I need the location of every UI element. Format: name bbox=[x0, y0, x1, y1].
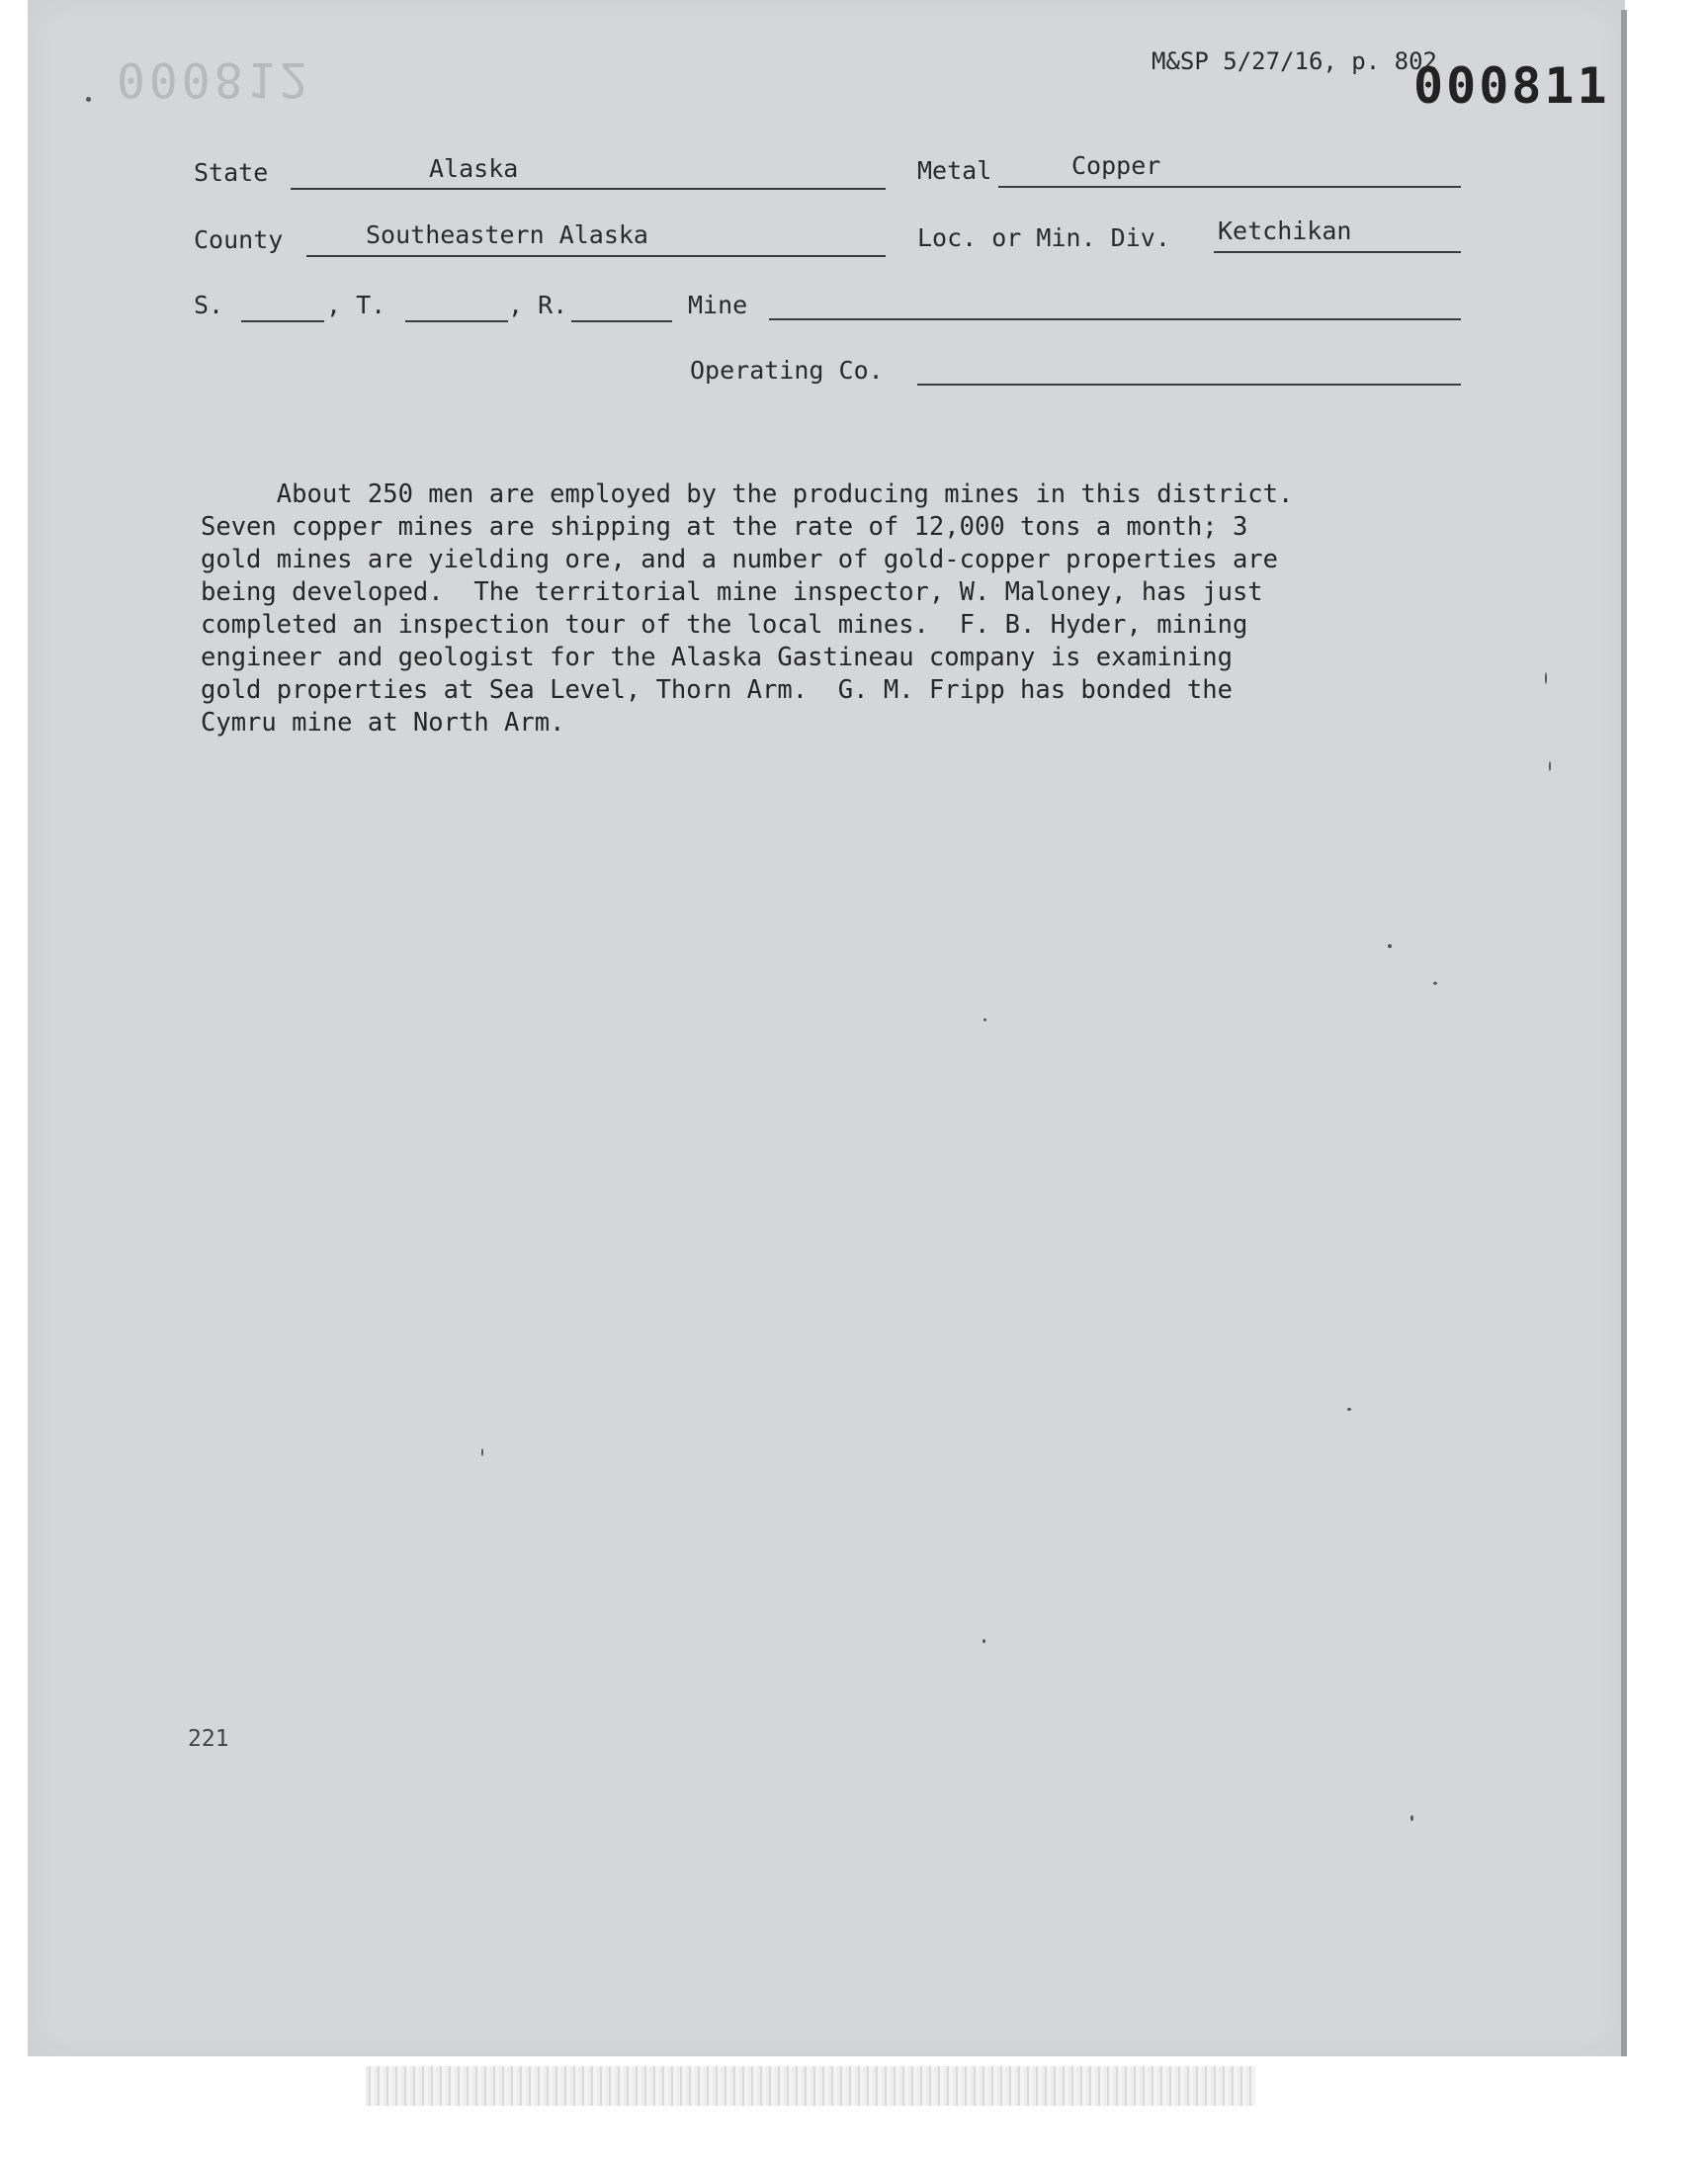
scan-speck bbox=[983, 1018, 986, 1021]
metal-value: Copper bbox=[1071, 151, 1161, 180]
state-value: Alaska bbox=[429, 154, 519, 183]
township-underline bbox=[405, 320, 508, 322]
mine-underline bbox=[769, 318, 1461, 320]
faded-stamp-number: 000812 bbox=[117, 51, 312, 107]
section-label: S. bbox=[194, 291, 224, 319]
document-number-stamp: 000811 bbox=[1413, 57, 1610, 115]
county-label: County bbox=[194, 225, 284, 254]
document-page bbox=[28, 0, 1625, 2056]
township-label: , T. bbox=[326, 291, 386, 319]
state-label: State bbox=[194, 158, 269, 187]
body-paragraph: About 250 men are employed by the producing mines in this district. Seven copper mines are shipping at the rate of 12,000 tons a month; 3 gold mines are yielding ore, and a number of gold-copper properties are being developed. The territorial mine inspector, W. Maloney, has just completed an inspection tour of the local mines. F. B. Hyder, mining engineer and geologist for the Alaska Gastineau company is examining gold properties at Sea Level, Thorn Arm. G. M. Fripp has bonded the Cymru mine at North Arm. bbox=[201, 479, 1294, 738]
loc-label: Loc. or Min. Div. bbox=[917, 223, 1170, 252]
source-citation: M&SP 5/27/16, p. 802 bbox=[1152, 47, 1437, 75]
mine-label: Mine bbox=[688, 291, 748, 319]
loc-value: Ketchikan bbox=[1218, 217, 1352, 245]
page-number: 221 bbox=[188, 1726, 229, 1752]
metal-underline bbox=[998, 186, 1461, 188]
scan-speck bbox=[1347, 1408, 1351, 1411]
scan-artifact-strip bbox=[366, 2066, 1255, 2106]
metal-label: Metal bbox=[917, 156, 992, 185]
scan-speck bbox=[86, 97, 91, 102]
section-underline bbox=[241, 320, 324, 322]
scan-speck bbox=[1410, 1815, 1413, 1821]
scan-speck bbox=[1549, 761, 1551, 771]
scan-speck bbox=[1433, 982, 1437, 985]
state-underline bbox=[291, 188, 886, 190]
scan-speck bbox=[481, 1448, 483, 1456]
county-underline bbox=[306, 255, 886, 257]
range-underline bbox=[571, 320, 672, 322]
operating-co-underline bbox=[917, 384, 1461, 386]
county-value: Southeastern Alaska bbox=[366, 220, 648, 249]
range-label: , R. bbox=[508, 291, 568, 319]
page-edge-shadow bbox=[1621, 10, 1627, 2056]
loc-underline bbox=[1214, 251, 1461, 253]
scan-speck bbox=[1388, 944, 1392, 948]
operating-co-label: Operating Co. bbox=[690, 356, 884, 385]
scan-speck bbox=[982, 1639, 985, 1643]
scan-speck bbox=[1545, 672, 1547, 684]
